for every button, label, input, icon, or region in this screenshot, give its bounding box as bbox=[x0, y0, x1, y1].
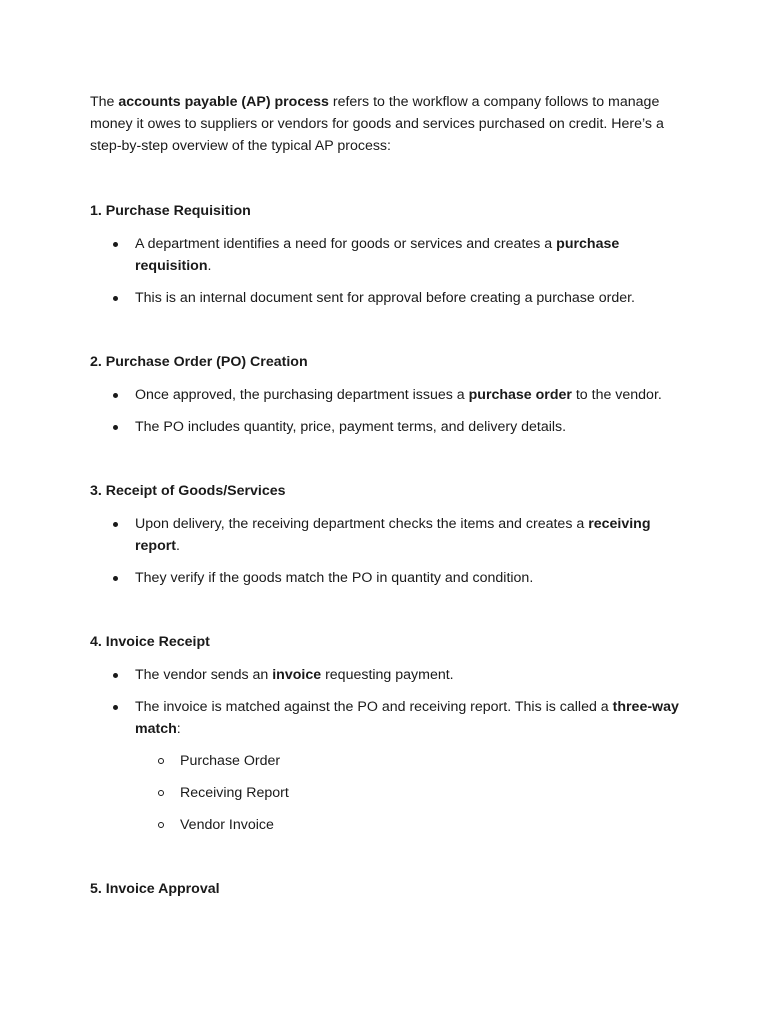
document-page bbox=[90, 91, 690, 911]
item-text-post: requesting payment. bbox=[321, 667, 454, 683]
item-text-post: . bbox=[207, 258, 212, 274]
item-text-pre: This is an internal document sent for approval before creating a purchase order. bbox=[135, 290, 635, 306]
item-text-pre: They verify if the goods match the PO in quantity and condition. bbox=[135, 570, 534, 586]
section-heading: 1. Purchase Requisition bbox=[90, 203, 251, 219]
item-text-bold: invoice bbox=[272, 667, 322, 683]
list-item bbox=[90, 696, 690, 836]
section-invoice-receipt bbox=[90, 631, 690, 836]
list-item bbox=[90, 287, 690, 309]
bullet-list bbox=[90, 664, 690, 836]
item-text-pre: Upon delivery, the receiving department checks the items and creates a bbox=[135, 516, 589, 532]
sub-list-item: Vendor Invoice bbox=[135, 814, 690, 836]
sub-list-item: Receiving Report bbox=[135, 782, 690, 804]
item-text-bold: receiving report bbox=[135, 516, 651, 554]
item-text-pre: The invoice is matched against the PO and receiving report. This is called a bbox=[135, 699, 613, 715]
section-heading: 5. Invoice Approval bbox=[90, 881, 220, 897]
item-text-pre: A department identifies a need for goods or services and creates a bbox=[135, 236, 557, 252]
bullet-list bbox=[90, 233, 690, 309]
intro-text-pre: The bbox=[90, 94, 119, 110]
list-item bbox=[90, 384, 690, 406]
sub-bullet-list bbox=[135, 750, 690, 836]
item-text-pre: The vendor sends an bbox=[135, 667, 273, 683]
list-item bbox=[90, 233, 690, 277]
section-heading: 3. Receipt of Goods/Services bbox=[90, 483, 286, 499]
section-invoice-approval bbox=[90, 878, 690, 900]
intro-text-bold: accounts payable (AP) process bbox=[118, 94, 329, 110]
item-text-pre: Once approved, the purchasing department issues a bbox=[135, 387, 469, 403]
item-text-post: to the vendor. bbox=[571, 387, 662, 403]
item-text-bold: purchase requisition bbox=[135, 236, 620, 274]
sub-list-item: Purchase Order bbox=[135, 750, 690, 772]
item-text-post: : bbox=[176, 721, 181, 737]
section-heading: 4. Invoice Receipt bbox=[90, 634, 210, 650]
bullet-list bbox=[90, 513, 690, 589]
item-text-post: . bbox=[176, 538, 180, 554]
list-item bbox=[90, 567, 690, 589]
bullet-list bbox=[90, 384, 690, 438]
section-purchase-requisition bbox=[90, 200, 690, 309]
section-purchase-order bbox=[90, 351, 690, 438]
section-heading: 2. Purchase Order (PO) Creation bbox=[90, 354, 308, 370]
list-item bbox=[90, 416, 690, 438]
item-text-bold: purchase order bbox=[468, 387, 572, 403]
item-text-bold: three-way match bbox=[135, 699, 679, 737]
intro-paragraph bbox=[90, 91, 690, 157]
intro-text-post: refers to the workflow a company follows to manage money it owes to suppliers or vendors for goods and services purchased on credit. Here’s a step-by-step overview of the typical AP process: bbox=[90, 94, 664, 154]
section-receipt-of-goods bbox=[90, 480, 690, 589]
item-text-pre: The PO includes quantity, price, payment terms, and delivery details. bbox=[135, 419, 567, 435]
list-item bbox=[90, 513, 690, 557]
list-item bbox=[90, 664, 690, 686]
